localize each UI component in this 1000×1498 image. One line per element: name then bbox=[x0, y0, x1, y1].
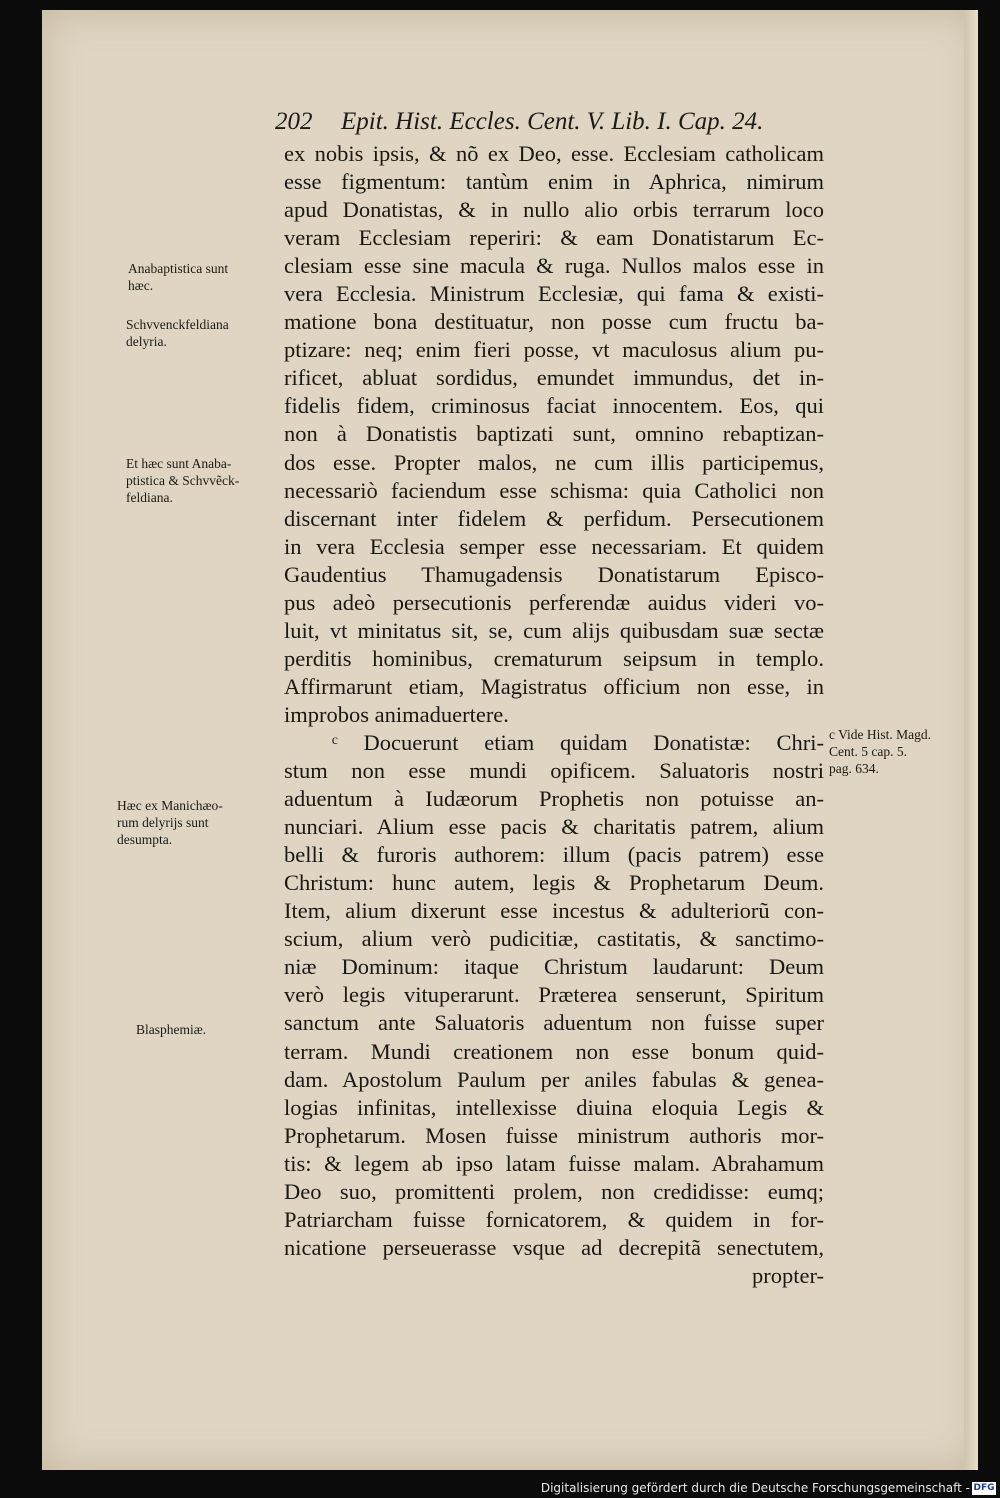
text-line: niæ Dominum: itaque Christum laudarunt: Deum bbox=[284, 954, 824, 980]
text-line: vera Ecclesia. Ministrum Ecclesiæ, qui fama & existi- bbox=[284, 281, 824, 307]
text-line: veram Ecclesiam reperiri: & eam Donatistarum Ec- bbox=[284, 225, 824, 251]
funding-credit: Digitalisierung gefördert durch die Deutsche Forschungsgemeinschaft - bbox=[540, 1481, 970, 1495]
text-line: nicatione perseuerasse vsque ad decrepitã senectutem, bbox=[284, 1234, 824, 1260]
text-line: clesiam esse sine macula & ruga. Nullos malos esse in bbox=[284, 253, 824, 279]
running-title-text: Epit. Hist. Eccles. Cent. V. Lib. I. Cap. 24. bbox=[341, 108, 764, 135]
text-line: apud Donatistas, & in nullo alio orbis terrarum loco bbox=[284, 197, 824, 223]
text-line: improbos animaduertere. bbox=[284, 701, 509, 727]
text-line: scium, alium verò pudicitiæ, castitatis, & sanctimo- bbox=[284, 926, 824, 952]
margin-note-schwenckfeldiana: Schvvenckfeldiana delyria. bbox=[126, 317, 229, 349]
text-line: terram. Mundi creationem non esse bonum quid- bbox=[284, 1038, 824, 1064]
text-line: Gaudentius Thamugadensis Donatistarum Episco- bbox=[284, 561, 824, 587]
margin-note-anabaptistica: Anabaptistica sunt hæc. bbox=[128, 261, 229, 293]
text-line: dos esse. Propter malos, ne cum illis participemus, bbox=[284, 449, 824, 475]
text-line: discernant inter fidelem & perfidum. Persecutionem bbox=[284, 505, 824, 531]
text-line: Prophetarum. Mosen fuisse ministrum authoris mor- bbox=[284, 1122, 824, 1148]
text-line: ᶜ Docuerunt etiam quidam Donatistæ: Chri- bbox=[332, 729, 824, 755]
text-line: belli & furoris authorem: illum (pacis patrem) esse bbox=[284, 842, 824, 868]
text-line: Christum: hunc autem, legis & Prophetarum Deum. bbox=[284, 870, 824, 896]
text-line: tis: & legem ab ipso latam fuisse malam. Abrahamum bbox=[284, 1150, 824, 1176]
text-line: nunciari. Alium esse pacis & charitatis patrem, alium bbox=[284, 814, 824, 840]
text-line: dam. Apostolum Paulum per aniles fabulas & genea- bbox=[284, 1066, 824, 1092]
text-line: fidelis fidem, criminosus faciat innocentem. Eos, qui bbox=[284, 393, 824, 419]
margin-note-manichaeorum: Hæc ex Manichæo- rum delyrijs sunt desumpta. bbox=[117, 798, 223, 847]
text-line: logias infinitas, intellexisse diuina eloquia Legis & bbox=[284, 1094, 824, 1120]
text-line: ex nobis ipsis, & nõ ex Deo, esse. Ecclesiam catholicam bbox=[284, 141, 824, 166]
text-line: Affirmarunt etiam, Magistratus officium non esse, in bbox=[284, 673, 824, 699]
margin-note-blasphemiae: Blasphemiæ. bbox=[136, 1022, 207, 1037]
text-line: aduentum à Iudæorum Prophetis non potuisse an- bbox=[284, 786, 824, 812]
margin-note-anabaptistica-schwenckfeldiana: Et hæc sunt Anaba- ptistica & Schvvẽck- feldiana. bbox=[126, 456, 240, 505]
text-line: Patriarcham fuisse fornicatorem, & quidem in for- bbox=[284, 1206, 824, 1232]
text-line: stum non esse mundi opificem. Saluatoris nostri bbox=[284, 758, 824, 784]
running-header-overlay bbox=[275, 108, 795, 144]
text-line: pus adeò persecutionis perferendæ auidus videri vo- bbox=[284, 589, 824, 615]
text-line: ptizare: neq; enim fieri posse, vt maculosus alium pu- bbox=[284, 337, 824, 363]
footer-bar bbox=[0, 1480, 1000, 1498]
text-line: non à Donatistis baptizati sunt, omnino rebaptizan- bbox=[284, 421, 824, 447]
text-line: rificet, abluat sordidus, emundet immundus, det in- bbox=[284, 365, 824, 391]
text-line: Item, alium dixerunt esse incestus & adulteriorũ con- bbox=[284, 898, 824, 924]
text-line: esse figmentum: tantùm enim in Aphrica, nimirum bbox=[284, 169, 824, 195]
text-line: Deo suo, promittenti prolem, non credidisse: eumq; bbox=[284, 1178, 824, 1204]
text-line: in vera Ecclesia semper esse necessariam. Et quidem bbox=[284, 533, 824, 559]
page-number-text: 202 bbox=[275, 108, 313, 135]
text-line: verò legis vituperarunt. Præterea senserunt, Spiritum bbox=[284, 982, 824, 1008]
text-line: luit, vt minitatus sit, se, cum alijs quibusdam suæ sectæ bbox=[284, 617, 824, 643]
main-text bbox=[284, 140, 824, 1290]
catchword: propter- bbox=[751, 1262, 824, 1288]
text-line: matione bona destituatur, non posse cum fructu ba- bbox=[284, 309, 824, 335]
page-edge bbox=[964, 10, 978, 1470]
text-line: necessariò faciendum esse schisma: quia Catholici non bbox=[284, 477, 824, 503]
margin-note-reference: c Vide Hist. Magd. Cent. 5 cap. 5. pag. 634. bbox=[829, 727, 932, 776]
dfg-logo: DFG bbox=[973, 1483, 995, 1493]
text-line: perditis hominibus, crematurum seipsum in templo. bbox=[284, 645, 824, 671]
text-line: sanctum ante Saluatoris aduentum non fuisse super bbox=[284, 1010, 824, 1036]
